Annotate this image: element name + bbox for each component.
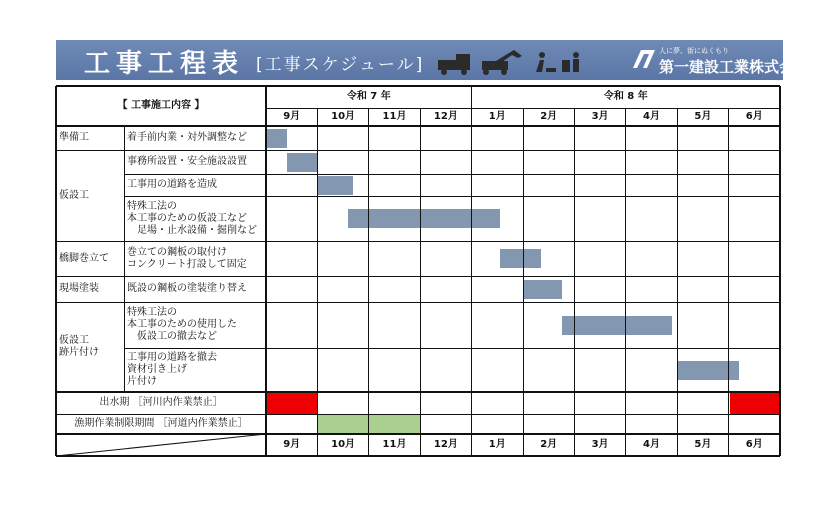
grid-line (124, 348, 780, 349)
content-header: 【 工事施工内容 】 (117, 100, 205, 111)
grid-line (56, 150, 780, 151)
grid-line (317, 108, 318, 456)
month-footer: 11月 (382, 439, 407, 450)
month-header: 2月 (540, 111, 558, 122)
company-mark-icon (631, 48, 657, 70)
grid-line (124, 196, 780, 197)
task-bar (348, 209, 500, 228)
task-label: 工事用の道路を造成 (127, 179, 217, 190)
task-label: 特殊工法の 本工事のための使用した 仮設工の撤去など (127, 307, 237, 342)
month-header: 1月 (488, 111, 506, 122)
task-bar (500, 249, 541, 268)
task-label: 着手前内業・対外調整など (127, 132, 247, 143)
restriction-bar (267, 393, 317, 414)
task-label: 工事用の道路を撤去 資材引き上げ 片付け (127, 352, 217, 387)
month-footer: 5月 (694, 439, 712, 450)
grid-line (471, 86, 472, 456)
grid-line (56, 302, 780, 303)
month-header: 10月 (331, 111, 356, 122)
restriction-label: 漁期作業制限期間 ［河道内作業禁止］ (74, 418, 248, 429)
company-tagline: 人に夢、街にぬくもり (659, 47, 729, 55)
category-label: 仮設工 (59, 189, 89, 201)
task-label: 事務所設置・安全施設設置 (127, 156, 247, 167)
month-header: 3月 (591, 111, 609, 122)
task-bar (562, 316, 673, 335)
month-footer: 2月 (540, 439, 558, 450)
schedule-table (56, 86, 780, 460)
category-label: 現場塗装 (59, 283, 99, 294)
diagonal-line (56, 434, 266, 456)
category-label: 仮設工 跡片付け (59, 335, 99, 358)
month-header: 4月 (643, 111, 660, 122)
grid-line (55, 86, 57, 456)
month-footer: 1月 (488, 439, 506, 450)
task-bar (287, 153, 318, 172)
category-label: 準備工 (59, 132, 89, 143)
restriction-bar (730, 393, 780, 414)
task-label: 既設の鋼板の塗装塗り替え (127, 283, 247, 294)
task-label: 巻立ての鋼板の取付け コンクリート打設して固定 (127, 246, 247, 270)
grid-line (420, 108, 421, 456)
task-bar (266, 129, 287, 148)
grid-line (677, 108, 678, 456)
month-footer: 12月 (433, 439, 458, 450)
page-subtitle: [工事スケジュール] (256, 55, 425, 75)
era-group-r7: 令和 7 年 (346, 91, 391, 102)
month-footer: 6月 (745, 439, 763, 450)
task-bar (317, 176, 353, 195)
task-label: 特殊工法の 本工事のための仮設工など 足場・止水設備・掘削など (127, 200, 257, 236)
grid-line (779, 86, 781, 456)
grid-line (124, 126, 125, 392)
grid-line (574, 108, 575, 456)
month-header: 9月 (283, 111, 301, 122)
company-name: 第一建設工業株式会社 (659, 58, 810, 76)
month-footer: 9月 (283, 439, 301, 450)
grid-line (56, 85, 780, 87)
month-header: 11月 (382, 111, 407, 122)
grid-line (56, 125, 780, 127)
grid-line (124, 174, 780, 175)
era-group-r8: 令和 8 年 (603, 91, 648, 102)
grid-line (265, 86, 267, 456)
month-footer: 3月 (591, 439, 609, 450)
page-title: 工事工程表 (84, 49, 245, 79)
task-bar (677, 361, 739, 380)
month-footer: 4月 (643, 439, 660, 450)
restriction-label: 出水期 ［河川内作業禁止］ (99, 397, 223, 408)
month-footer: 10月 (331, 439, 356, 450)
month-header: 6月 (745, 111, 763, 122)
construction-icons (436, 46, 596, 76)
grid-line (56, 276, 780, 277)
grid-line (56, 414, 780, 415)
month-header: 12月 (433, 111, 458, 122)
grid-line (56, 241, 780, 242)
title-banner (56, 40, 810, 80)
month-header: 5月 (694, 111, 712, 122)
grid-line (56, 391, 780, 393)
task-bar (523, 280, 562, 299)
category-label: 橋脚巻立て (59, 252, 109, 264)
grid-line (368, 108, 369, 456)
grid-line (625, 108, 626, 456)
grid-line (523, 108, 524, 456)
grid-line (728, 108, 729, 456)
